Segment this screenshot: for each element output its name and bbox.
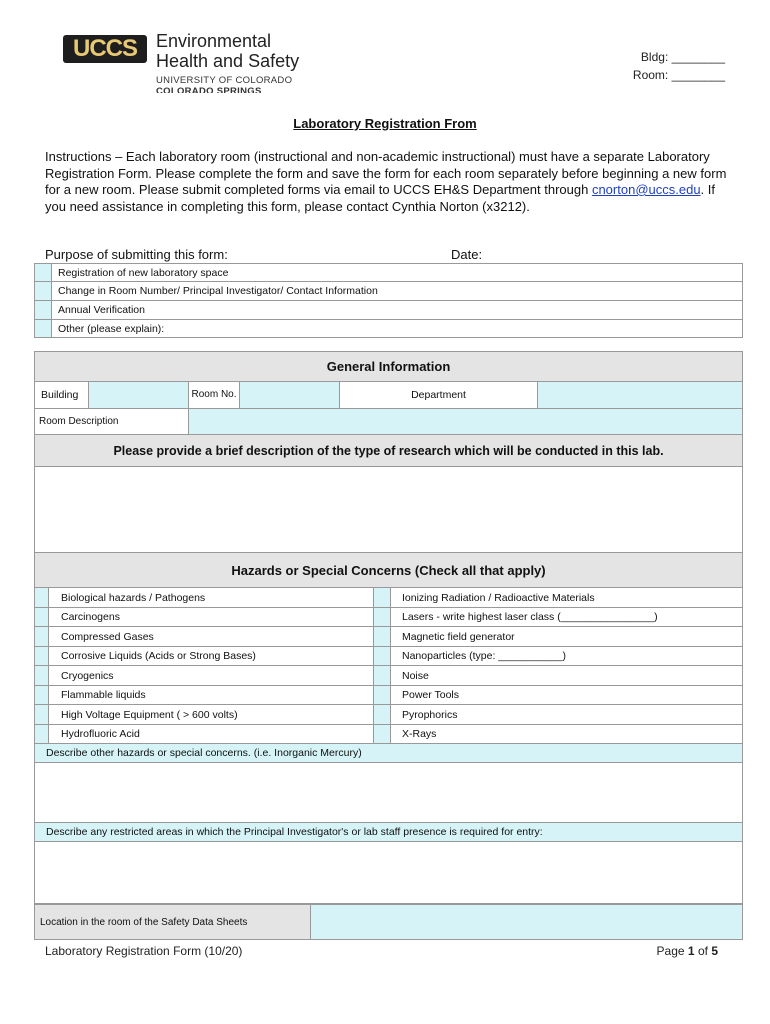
restricted-areas-label: Describe any restricted areas in which the Principal Investigator's or lab staff presence is required for entry: [35,823,743,842]
university-line-1: UNIVERSITY OF COLORADO [156,75,293,86]
checkbox-cryogenics[interactable] [35,666,49,686]
university-line-2: COLORADO SPRINGS [156,86,262,93]
checkbox-carcinogens[interactable] [35,608,49,627]
hazards-heading: Hazards or Special Concerns (Check all that apply) [35,553,743,588]
page-of: of [697,944,708,958]
general-info-heading: General Information [35,352,743,382]
hazards-table [34,552,743,904]
page-indicator [657,944,718,958]
checkbox-hydrofluoric[interactable] [35,725,49,744]
checkbox-flammable[interactable] [35,686,49,705]
hazard-carcinogens: Carcinogens [49,608,374,627]
hazard-ionizing-radiation: Ionizing Radiation / Radioactive Materials [391,588,743,608]
restricted-areas-input[interactable] [35,842,743,904]
instructions-text: Instructions – Each laboratory room (instructional and non-academic instructional) must have a separate Laboratory Registration Form. Please complete the form and save the form for each room separately before beginning a new form for a new room. Please submit completed forms via email to UCCS EH&S Department through [45,149,727,197]
checkbox-compressed-gases[interactable] [35,627,49,647]
option-new-lab: Registration of new laboratory space [52,264,743,282]
checkbox-nanoparticles[interactable] [374,647,391,666]
other-hazards-input[interactable] [35,763,743,823]
hazard-biological: Biological hazards / Pathogens [49,588,374,608]
checkbox-other[interactable] [35,320,52,338]
purpose-table [34,263,743,338]
option-annual-verification: Annual Verification [52,301,743,320]
checkbox-corrosive[interactable] [35,647,49,666]
research-description-input[interactable] [35,467,743,553]
sds-location-input[interactable] [311,905,743,940]
hazard-magnetic-field: Magnetic field generator [391,627,743,647]
hazard-lasers: Lasers - write highest laser class (________________) [391,608,743,627]
hazard-x-rays: X-Rays [391,725,743,744]
footer-form-name: Laboratory Registration Form (10/20) [45,944,243,958]
general-info-table [34,351,743,553]
other-hazards-label: Describe other hazards or special concerns. (i.e. Inorganic Mercury) [35,744,743,763]
hazard-power-tools: Power Tools [391,686,743,705]
hazard-compressed-gases: Compressed Gases [49,627,374,647]
hazard-nanoparticles: Nanoparticles (type: ___________) [391,647,743,666]
bldg-field[interactable]: Bldg: ________ [640,50,725,64]
form-title: Laboratory Registration From [293,116,477,131]
department-input[interactable] [538,382,743,409]
instructions [45,149,730,215]
research-description-heading: Please provide a brief description of the type of research which will be conducted in this lab. [35,435,743,467]
page-prefix: Page [656,944,685,958]
hazard-high-voltage: High Voltage Equipment ( > 600 volts) [49,705,374,725]
room-no-label: Room No. [189,382,240,409]
checkbox-x-rays[interactable] [374,725,391,744]
hazard-cryogenics: Cryogenics [49,666,374,686]
uccs-logo-text: UCCS [63,35,147,63]
email-link[interactable]: cnorton@uccs.edu [591,182,701,197]
hazard-noise: Noise [391,666,743,686]
checkbox-annual-verification[interactable] [35,301,52,320]
option-change-info: Change in Room Number/ Principal Investigator/ Contact Information [52,282,743,301]
university-name [156,75,292,93]
room-description-input[interactable] [189,409,743,435]
hazard-flammable: Flammable liquids [49,686,374,705]
room-no-input[interactable] [240,382,340,409]
hazard-pyrophorics: Pyrophorics [391,705,743,725]
page-number: 1 [687,944,695,958]
sds-location-label: Location in the room of the Safety Data Sheets [35,905,311,940]
uccs-logo [63,35,147,63]
instructions-text-end: . If you need assistance in completing this form, please contact Cynthia Norton (x3212). [45,182,715,214]
checkbox-magnetic-field[interactable] [374,627,391,647]
checkbox-pyrophorics[interactable] [374,705,391,725]
hazard-hydrofluoric: Hydrofluoric Acid [49,725,374,744]
checkbox-high-voltage[interactable] [35,705,49,725]
checkbox-lasers[interactable] [374,608,391,627]
checkbox-new-lab[interactable] [35,264,52,282]
checkbox-biological[interactable] [35,588,49,608]
sds-table [34,904,743,940]
building-label: Building [35,382,89,409]
checkbox-noise[interactable] [374,666,391,686]
hazard-corrosive: Corrosive Liquids (Acids or Strong Bases) [49,647,374,666]
department-name [156,31,299,71]
purpose-label: Purpose of submitting this form: [45,247,228,262]
room-field[interactable]: Room: ________ [632,68,725,82]
building-room-box [633,48,725,84]
date-label: Date: [451,247,483,262]
building-input[interactable] [89,382,189,409]
department-label: Department [340,382,538,409]
option-other: Other (please explain): [52,320,743,338]
page-total: 5 [711,944,718,958]
department-line-2: Health and Safety [156,51,300,71]
checkbox-power-tools[interactable] [374,686,391,705]
checkbox-ionizing-radiation[interactable] [374,588,391,608]
room-description-label: Room Description [35,409,189,435]
department-line-1: Environmental [156,31,272,51]
checkbox-change-info[interactable] [35,282,52,301]
